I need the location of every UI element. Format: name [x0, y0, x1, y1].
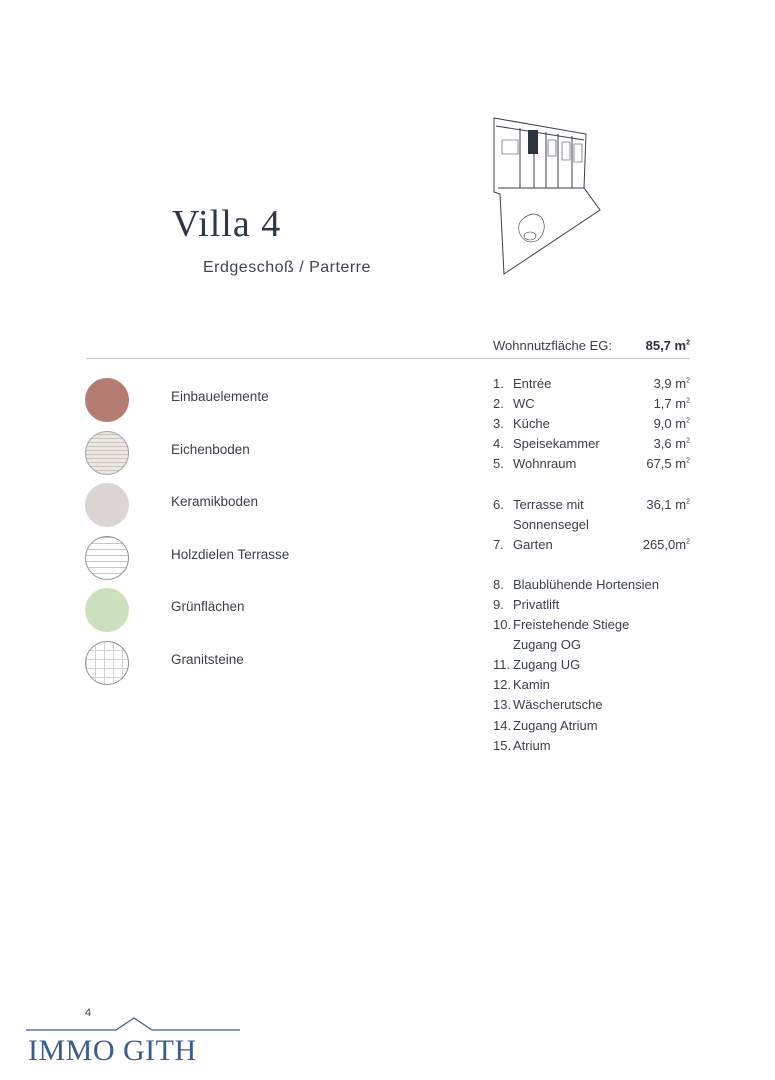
villa-4-marker [528, 130, 538, 154]
legend-label: Holzdielen Terrasse [171, 547, 290, 562]
legend-label: Keramikboden [171, 494, 259, 509]
living-area-label: Wohnnutzfläche EG: [493, 338, 612, 353]
legend-item [85, 483, 385, 529]
page-number: 4 [85, 1007, 92, 1019]
holzdielen-swatch [85, 536, 129, 580]
logo-roof-icon [26, 1016, 240, 1034]
legend-item [85, 431, 385, 477]
floor-subtitle: Erdgeschoß / Parterre [203, 259, 371, 276]
page-title: Villa 4 [172, 203, 282, 245]
legend-label: Einbauelemente [171, 389, 269, 404]
logo-text: IMMO GITH [28, 1034, 197, 1067]
legend-item [85, 378, 385, 424]
section-divider [86, 358, 690, 359]
granitsteine-swatch [85, 641, 129, 685]
legend-label: Grünflächen [171, 599, 245, 614]
legend-label: Eichenboden [171, 442, 250, 457]
legend-item [85, 588, 385, 634]
keramikboden-swatch [85, 483, 129, 527]
living-area-summary [493, 338, 690, 353]
eichenboden-swatch [85, 431, 129, 475]
company-logo [26, 1016, 240, 1070]
gruenflaechen-swatch [85, 588, 129, 632]
legend-item [85, 641, 385, 687]
legend-item [85, 536, 385, 582]
living-area-value: 85,7 $m^2$ [645, 338, 690, 353]
einbauelemente-swatch [85, 378, 129, 422]
site-plan-diagram [488, 114, 608, 284]
legend-label: Granitsteine [171, 652, 244, 667]
